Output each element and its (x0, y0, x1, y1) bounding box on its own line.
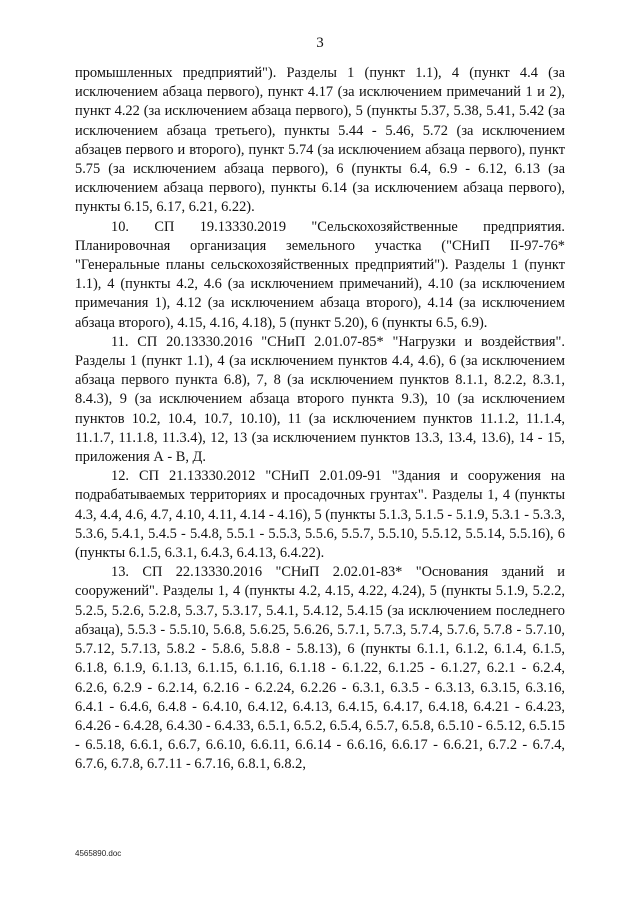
paragraph-item-12: 12. СП 21.13330.2012 "СНиП 2.01.09-91 "Здания и сооружения на подрабатываемых территориях и просадочных грунтах". Разделы 1, 4 (пункты 4.3, 4.4, 4.6, 4.7, 4.10, 4.11, 4.14 - 4.16), 5 (пункты 5.1.3, 5.1.5 - 5.1.9, 5.3.1 - 5.3.3, 5.3.6, 5.4.1, 5.4.5 - 5.4.8, 5.5.1 - 5.5.3, 5.5.6, 5.5.7, 5.5.10, 5.5.12, 5.5.14, 5.5.16), 6 (пункты 6.1.5, 6.3.1, 6.4.3, 6.4.13, 6.4.22). (75, 468, 565, 562)
footer-file-code: 4565890.doc (75, 849, 122, 858)
document-body (75, 64, 565, 775)
page-number: 3 (316, 35, 324, 51)
paragraph-item-11: 11. СП 20.13330.2016 "СНиП 2.01.07-85* "Нагрузки и воздействия". Разделы 1 (пункт 1.1), 4 (за исключением пунктов 4.4, 4.6), 6 (за исключением абзаца первого пункта 6.8), 7, 8 (за исключением пунктов 8.1.1, 8.2.2, 8.3.1, 8.4.3), 9 (за исключением абзаца второго пункта 9.3), 10 (за исключением пунктов 10.2, 10.4, 10.7, 10.10), 11 (за исключением пунктов 11.1.2, 11.1.4, 11.1.7, 11.1.8, 11.3.4), 12, 13 (за исключением пунктов 13.3, 13.4, 13.6), 14 - 15, приложения А - В, Д. (75, 333, 565, 466)
paragraph-continuation: промышленных предприятий"). Разделы 1 (пункт 1.1), 4 (пункт 4.4 (за исключением абзаца первого), пункт 4.17 (за исключением примечаний 1 и 2), пункт 4.22 (за исключением абзаца первого), 5 (пункты 5.37, 5.38, 5.41, 5.42 (за исключением абзаца третьего), пункты 5.44 - 5.46, 5.72 (за исключением абзацев первого и второго), пункт 5.74 (за исключением абзаца первого), пункт 5.75 (за исключением абзаца первого), 6 (пункты 6.4, 6.9 - 6.12, 6.13 (за исключением абзаца первого), пункты 6.14 (за исключением абзаца первого), пункты 6.15, 6.17, 6.21, 6.22). (75, 65, 565, 216)
paragraph-item-10: 10. СП 19.13330.2019 "Сельскохозяйственные предприятия. Планировочная организация земельного участка ("СНиП II-97-76* "Генеральные планы сельскохозяйственных предприятий"). Разделы 1 (пункт 1.1), 4 (пункты 4.2, 4.6 (за исключением примечаний), 4.10 (за исключением примечания 1), 4.12 (за исключением абзаца второго), 4.14 (за исключением абзаца второго), 4.15, 4.16, 4.18), 5 (пункт 5.20), 6 (пункты 6.5, 6.9). (75, 218, 565, 331)
paragraph-item-13: 13. СП 22.13330.2016 "СНиП 2.02.01-83* "Основания зданий и сооружений". Разделы 1, 4 (пункты 4.2, 4.15, 4.22, 4.24), 5 (пункты 5.1.9, 5.2.2, 5.2.5, 5.2.6, 5.2.8, 5.3.7, 5.3.17, 5.4.1, 5.4.12, 5.4.15 (за исключением последнего абзаца), 5.5.3 - 5.5.10, 5.6.8, 5.6.25, 5.6.26, 5.7.1, 5.7.3, 5.7.4, 5.7.6, 5.7.8 - 5.7.10, 5.7.12, 5.7.13, 5.8.2 - 5.8.6, 5.8.8 - 5.8.13), 6 (пункты 6.1.1, 6.1.2, 6.1.4, 6.1.5, 6.1.8, 6.1.9, 6.1.13, 6.1.15, 6.1.16, 6.1.18 - 6.1.22, 6.1.25 - 6.1.27, 6.2.1 - 6.2.4, 6.2.6, 6.2.9 - 6.2.14, 6.2.16 - 6.2.24, 6.2.26 - 6.3.1, 6.3.5 - 6.3.13, 6.3.15, 6.3.16, 6.4.1 - 6.4.6, 6.4.8 - 6.4.10, 6.4.12, 6.4.13, 6.4.15, 6.4.17, 6.4.18, 6.4.21 - 6.4.23, 6.4.26 - 6.4.28, 6.4.30 - 6.4.33, 6.5.1, 6.5.2, 6.5.4, 6.5.7, 6.5.8, 6.5.10 - 6.5.12, 6.5.15 - 6.5.18, 6.6.1, 6.6.7, 6.6.10, 6.6.11, 6.6.14 - 6.6.16, 6.6.17 - 6.6.21, 6.7.2 - 6.7.4, 6.7.6, 6.7.8, 6.7.11 - 6.7.16, 6.8.1, 6.8.2, (75, 564, 565, 773)
